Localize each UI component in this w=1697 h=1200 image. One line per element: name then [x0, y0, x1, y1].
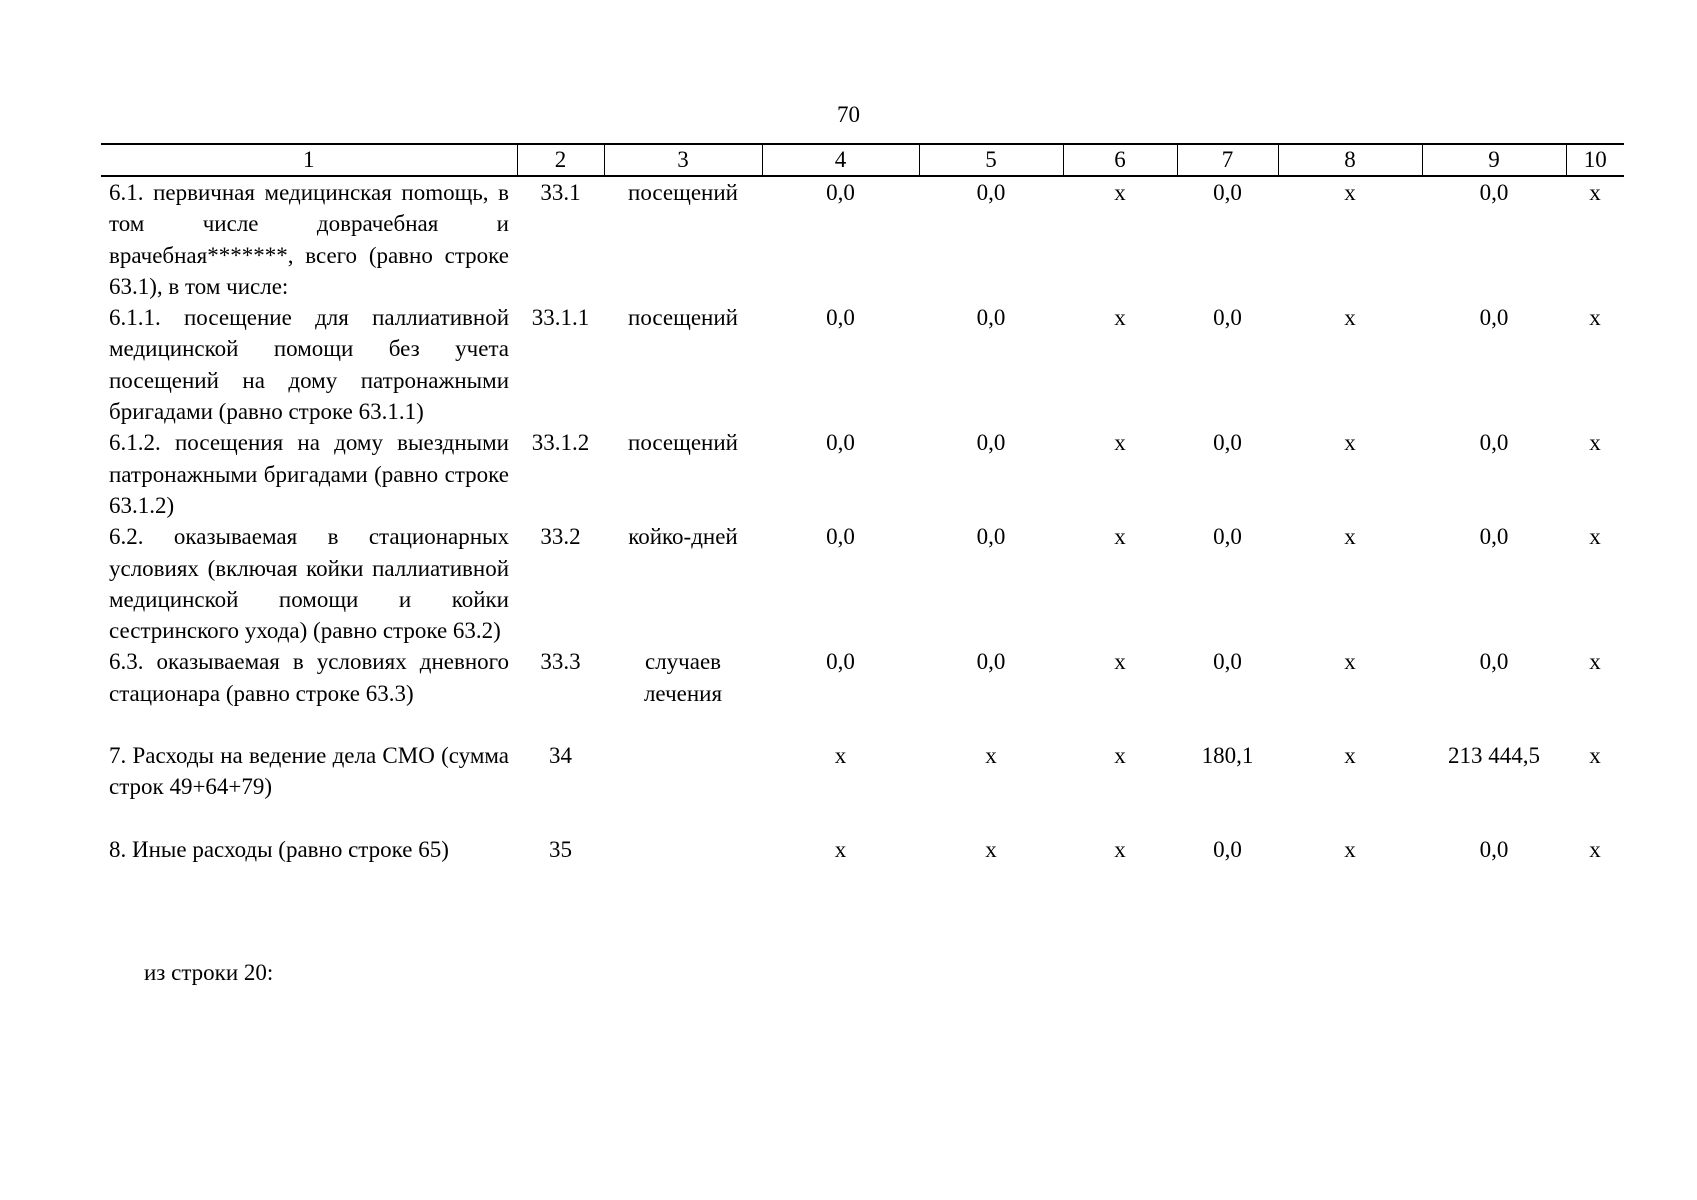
row-value-col4: х: [834, 743, 847, 769]
header-row: [101, 144, 1624, 176]
row-value-col9: 0,0: [1479, 430, 1509, 456]
row-value-col8: х: [1344, 649, 1356, 675]
row-value-col9: 0,0: [1479, 305, 1509, 331]
row-value-col4: 0,0: [826, 305, 855, 331]
row-value-col6: х: [1114, 430, 1126, 456]
row-value-col8: х: [1344, 743, 1356, 769]
row-value-col10: х: [1589, 649, 1601, 675]
table-row: [101, 740, 1624, 834]
row-name-cell: 6.2. оказываемая в стационарных условиях (включая койки паллиативной медицинской помощи и койки сестринского ухода) (равно строке 63.2): [109, 524, 509, 644]
column-header-4: 4: [762, 144, 919, 176]
table-row: [101, 176, 1624, 302]
row-value-col5: х: [985, 836, 997, 862]
row-unit-cell: [604, 740, 762, 834]
row-value-col8: х: [1344, 180, 1356, 205]
table-row: [101, 427, 1624, 521]
table-row: [101, 834, 1624, 865]
row-code-cell: 33.1: [540, 180, 581, 205]
column-header-10: 10: [1566, 144, 1624, 176]
row-value-col9: 0,0: [1479, 524, 1509, 550]
page-number: 70: [837, 102, 860, 127]
row-value-col7: 0,0: [1213, 430, 1242, 456]
column-header-6: 6: [1063, 144, 1177, 176]
footnote-text: из строки 20:: [144, 960, 274, 985]
column-header-1: 1: [101, 144, 517, 176]
row-value-col6: х: [1114, 649, 1126, 675]
table-row: [101, 302, 1624, 427]
row-value-col9: 0,0: [1479, 180, 1509, 205]
row-unit-cell: [604, 834, 762, 865]
row-value-col10: х: [1589, 430, 1601, 456]
row-value-col8: х: [1344, 836, 1356, 862]
row-unit-cell: посещений: [628, 305, 738, 331]
row-value-col10: х: [1589, 524, 1601, 550]
row-value-col6: х: [1114, 305, 1126, 331]
row-value-col6: х: [1114, 743, 1126, 769]
row-value-col4: 0,0: [826, 180, 855, 205]
row-value-col8: х: [1344, 430, 1356, 456]
row-code-cell: 33.1.2: [531, 430, 590, 456]
row-code-cell: 35: [549, 836, 572, 862]
row-value-col6: х: [1114, 524, 1126, 550]
row-value-col10: х: [1589, 836, 1601, 862]
column-header-8: 8: [1278, 144, 1422, 176]
column-header-7: 7: [1177, 144, 1278, 176]
row-value-col6: х: [1114, 836, 1126, 862]
row-value-col5: 0,0: [976, 305, 1006, 331]
row-unit-cell: койко-дней: [628, 524, 738, 550]
table-row: [101, 521, 1624, 646]
row-value-col10: х: [1589, 180, 1601, 205]
row-value-col5: 0,0: [976, 180, 1006, 205]
row-value-col7: 0,0: [1213, 524, 1242, 550]
row-value-col4: х: [834, 836, 847, 862]
row-value-col7: 0,0: [1213, 180, 1242, 205]
row-value-col8: х: [1344, 305, 1356, 331]
row-name-cell: 7. Расходы на ведение дела СМО (сумма строк 49+64+79): [109, 743, 509, 800]
row-value-col7: 0,0: [1213, 649, 1242, 675]
row-unit-cell: посещений: [628, 180, 738, 205]
row-name-cell: 6.1.1. посещение для паллиативной медицинской помощи без учета посещений на дому патронажными бригадами (равно строке 63.1.1): [109, 305, 509, 425]
column-header-2: 2: [517, 144, 604, 176]
row-name-cell: 6.1.2. посещения на дому выездными патронажными бригадами (равно строке 63.1.2): [109, 430, 509, 518]
row-value-col4: 0,0: [826, 524, 855, 550]
row-value-col7: 0,0: [1213, 305, 1242, 331]
row-value-col4: 0,0: [826, 430, 855, 456]
table-header: [101, 144, 1624, 176]
row-code-cell: 33.1.1: [531, 305, 590, 331]
row-value-col7: 0,0: [1213, 836, 1242, 862]
row-value-col5: 0,0: [976, 649, 1006, 675]
row-value-col5: х: [985, 743, 997, 769]
table-body: [101, 176, 1624, 865]
row-value-col6: х: [1114, 180, 1126, 205]
row-name-cell: 6.1. первичная медицинская поmощь, в том числе доврачебная и врачебная*******, всего (равно строке 63.1), в том числе:: [109, 180, 509, 299]
row-code-cell: 33.3: [540, 649, 581, 675]
row-unit-cell: случаев лечения: [643, 649, 723, 706]
row-value-col5: 0,0: [976, 524, 1006, 550]
table-row: [101, 646, 1624, 740]
column-header-9: 9: [1422, 144, 1566, 176]
column-header-5: 5: [919, 144, 1063, 176]
row-code-cell: 33.2: [540, 524, 581, 550]
column-header-3: 3: [604, 144, 762, 176]
row-name-cell: 8. Иные расходы (равно строке 65): [109, 836, 449, 862]
row-value-col7: 180,1: [1201, 743, 1254, 769]
row-name-cell: 6.3. оказываемая в условиях дневного стационара (равно строке 63.3): [109, 649, 509, 706]
row-value-col10: х: [1589, 305, 1601, 331]
row-value-col10: х: [1589, 743, 1601, 769]
row-code-cell: 34: [549, 743, 572, 769]
expenses-table: [101, 143, 1624, 865]
row-value-col8: х: [1344, 524, 1356, 550]
row-value-col4: 0,0: [826, 649, 855, 675]
row-value-col9: 0,0: [1479, 836, 1509, 862]
row-unit-cell: посещений: [628, 430, 738, 456]
row-value-col9: 213 444,5: [1448, 743, 1540, 769]
row-value-col5: 0,0: [976, 430, 1006, 456]
row-value-col9: 0,0: [1479, 649, 1509, 675]
